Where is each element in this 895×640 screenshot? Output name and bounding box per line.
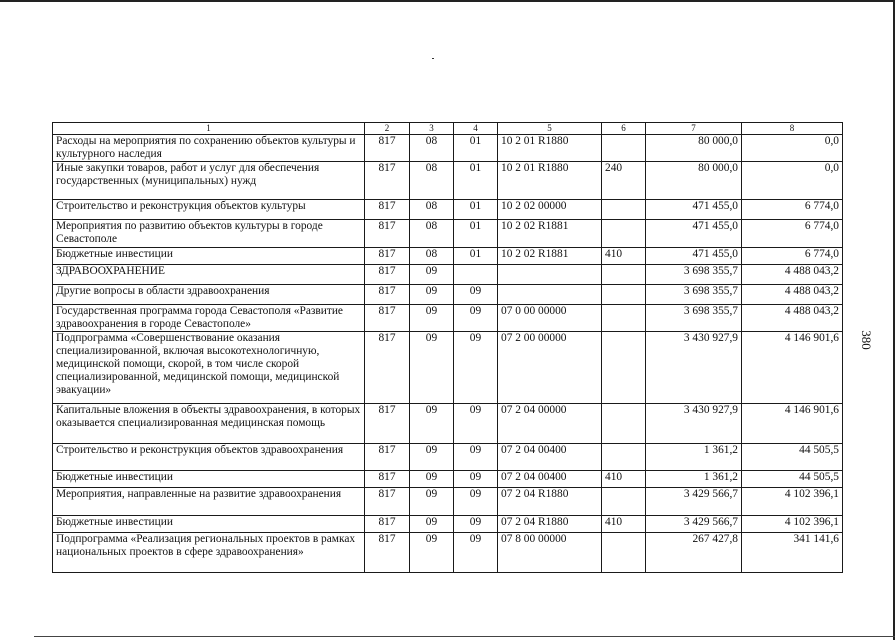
row-admin-code-cell: 817 bbox=[365, 220, 410, 248]
row-target-code-cell: 07 2 04 00400 bbox=[498, 471, 602, 488]
row-expense-type-cell: 410 bbox=[602, 516, 646, 533]
row-amount-2-cell: 6 774,0 bbox=[742, 220, 843, 248]
row-subsection-cell: 01 bbox=[454, 200, 498, 220]
row-subsection-cell: 01 bbox=[454, 162, 498, 200]
row-subsection-cell: 09 bbox=[454, 488, 498, 516]
header-cell: 6 bbox=[602, 123, 646, 135]
row-amount-1-cell: 471 455,0 bbox=[646, 220, 742, 248]
table-row bbox=[53, 516, 843, 533]
row-expense-type-cell bbox=[602, 488, 646, 516]
row-expense-type-cell bbox=[602, 533, 646, 573]
row-expense-type-cell bbox=[602, 285, 646, 305]
row-target-code-cell: 07 2 04 00000 bbox=[498, 404, 602, 444]
row-target-code-cell: 10 2 02 R1881 bbox=[498, 220, 602, 248]
row-admin-code-cell: 817 bbox=[365, 265, 410, 285]
row-subsection-cell: 09 bbox=[454, 444, 498, 471]
row-admin-code-cell: 817 bbox=[365, 404, 410, 444]
table-row bbox=[53, 444, 843, 471]
row-admin-code-cell: 817 bbox=[365, 162, 410, 200]
row-section-cell: 09 bbox=[410, 533, 454, 573]
row-name-cell: Мероприятия по развитию объектов культуры в городе Севастополе bbox=[53, 220, 365, 248]
row-name-cell: Подпрограмма «Совершенствование оказания специализированной, включая высокотехнологичную, медицинской помощи, скорой, в том числе скорой специализированной, медицинской помощи, медицинской эвакуации» bbox=[53, 332, 365, 404]
row-subsection-cell: 09 bbox=[454, 332, 498, 404]
row-expense-type-cell bbox=[602, 135, 646, 162]
row-target-code-cell bbox=[498, 285, 602, 305]
row-section-cell: 09 bbox=[410, 332, 454, 404]
table-row bbox=[53, 332, 843, 404]
row-name-cell: Расходы на мероприятия по сохранению объектов культуры и культурного наследия bbox=[53, 135, 365, 162]
row-target-code-cell: 07 2 00 00000 bbox=[498, 332, 602, 404]
row-admin-code-cell: 817 bbox=[365, 533, 410, 573]
row-target-code-cell: 10 2 02 R1881 bbox=[498, 248, 602, 265]
row-admin-code-cell: 817 bbox=[365, 471, 410, 488]
row-admin-code-cell: 817 bbox=[365, 305, 410, 332]
row-subsection-cell: 01 bbox=[454, 248, 498, 265]
row-expense-type-cell bbox=[602, 265, 646, 285]
row-amount-2-cell: 0,0 bbox=[742, 135, 843, 162]
row-subsection-cell: 09 bbox=[454, 404, 498, 444]
row-admin-code-cell: 817 bbox=[365, 332, 410, 404]
row-amount-1-cell: 1 361,2 bbox=[646, 471, 742, 488]
row-name-cell: Мероприятия, направленные на развитие здравоохранения bbox=[53, 488, 365, 516]
row-amount-1-cell: 80 000,0 bbox=[646, 135, 742, 162]
row-subsection-cell: 01 bbox=[454, 220, 498, 248]
table-row bbox=[53, 135, 843, 162]
row-expense-type-cell bbox=[602, 332, 646, 404]
row-amount-2-cell: 4 146 901,6 bbox=[742, 404, 843, 444]
table-row bbox=[53, 162, 843, 200]
row-section-cell: 08 bbox=[410, 220, 454, 248]
row-amount-2-cell: 6 774,0 bbox=[742, 200, 843, 220]
row-name-cell: Бюджетные инвестиции bbox=[53, 248, 365, 265]
scan-speck bbox=[432, 58, 434, 59]
row-subsection-cell: 09 bbox=[454, 285, 498, 305]
row-section-cell: 08 bbox=[410, 162, 454, 200]
header-cell: 8 bbox=[742, 123, 843, 135]
row-amount-1-cell: 471 455,0 bbox=[646, 248, 742, 265]
row-target-code-cell: 07 8 00 00000 bbox=[498, 533, 602, 573]
row-target-code-cell: 07 2 04 R1880 bbox=[498, 516, 602, 533]
table-row bbox=[53, 220, 843, 248]
header-cell: 3 bbox=[410, 123, 454, 135]
row-amount-1-cell: 3 698 355,7 bbox=[646, 265, 742, 285]
table-row bbox=[53, 488, 843, 516]
row-name-cell: Бюджетные инвестиции bbox=[53, 471, 365, 488]
row-amount-1-cell: 471 455,0 bbox=[646, 200, 742, 220]
row-amount-2-cell: 0,0 bbox=[742, 162, 843, 200]
row-admin-code-cell: 817 bbox=[365, 488, 410, 516]
row-admin-code-cell: 817 bbox=[365, 135, 410, 162]
row-amount-1-cell: 3 430 927,9 bbox=[646, 332, 742, 404]
page-border-top bbox=[0, 0, 895, 2]
row-name-cell: ЗДРАВООХРАНЕНИЕ bbox=[53, 265, 365, 285]
row-amount-2-cell: 44 505,5 bbox=[742, 444, 843, 471]
row-amount-2-cell: 4 488 043,2 bbox=[742, 265, 843, 285]
row-expense-type-cell: 240 bbox=[602, 162, 646, 200]
table-row bbox=[53, 248, 843, 265]
row-amount-2-cell: 6 774,0 bbox=[742, 248, 843, 265]
row-admin-code-cell: 817 bbox=[365, 285, 410, 305]
row-name-cell: Строительство и реконструкция объектов культуры bbox=[53, 200, 365, 220]
header-cell: 1 bbox=[53, 123, 365, 135]
row-subsection-cell bbox=[454, 265, 498, 285]
row-amount-2-cell: 4 146 901,6 bbox=[742, 332, 843, 404]
row-target-code-cell bbox=[498, 265, 602, 285]
page-border-bottom bbox=[34, 636, 895, 637]
row-target-code-cell: 10 2 02 00000 bbox=[498, 200, 602, 220]
row-name-cell: Иные закупки товаров, работ и услуг для обеспечения государственных (муниципальных) нужд bbox=[53, 162, 365, 200]
row-name-cell: Государственная программа города Севастополя «Развитие здравоохранения в городе Севастополе» bbox=[53, 305, 365, 332]
row-admin-code-cell: 817 bbox=[365, 516, 410, 533]
table-row bbox=[53, 471, 843, 488]
row-amount-2-cell: 44 505,5 bbox=[742, 471, 843, 488]
table-row bbox=[53, 533, 843, 573]
row-section-cell: 09 bbox=[410, 285, 454, 305]
row-section-cell: 09 bbox=[410, 516, 454, 533]
row-target-code-cell: 10 2 01 R1880 bbox=[498, 135, 602, 162]
row-section-cell: 09 bbox=[410, 444, 454, 471]
row-subsection-cell: 09 bbox=[454, 471, 498, 488]
row-name-cell: Капитальные вложения в объекты здравоохранения, в которых оказывается специализированная медицинская помощь bbox=[53, 404, 365, 444]
row-expense-type-cell bbox=[602, 305, 646, 332]
row-expense-type-cell bbox=[602, 220, 646, 248]
row-target-code-cell: 07 2 04 R1880 bbox=[498, 488, 602, 516]
row-admin-code-cell: 817 bbox=[365, 444, 410, 471]
table-header-row bbox=[53, 123, 843, 135]
row-name-cell: Строительство и реконструкция объектов здравоохранения bbox=[53, 444, 365, 471]
row-subsection-cell: 01 bbox=[454, 135, 498, 162]
row-section-cell: 09 bbox=[410, 305, 454, 332]
row-expense-type-cell bbox=[602, 444, 646, 471]
row-section-cell: 08 bbox=[410, 248, 454, 265]
table-row bbox=[53, 285, 843, 305]
row-expense-type-cell: 410 bbox=[602, 248, 646, 265]
header-cell: 7 bbox=[646, 123, 742, 135]
row-section-cell: 09 bbox=[410, 471, 454, 488]
row-expense-type-cell: 410 bbox=[602, 471, 646, 488]
row-amount-2-cell: 341 141,6 bbox=[742, 533, 843, 573]
row-name-cell: Подпрограмма «Реализация региональных проектов в рамках национальных проектов в сфере здравоохранения» bbox=[53, 533, 365, 573]
row-expense-type-cell bbox=[602, 404, 646, 444]
row-subsection-cell: 09 bbox=[454, 533, 498, 573]
row-amount-1-cell: 1 361,2 bbox=[646, 444, 742, 471]
row-target-code-cell: 07 0 00 00000 bbox=[498, 305, 602, 332]
budget-table bbox=[52, 122, 843, 573]
row-subsection-cell: 09 bbox=[454, 516, 498, 533]
row-subsection-cell: 09 bbox=[454, 305, 498, 332]
row-amount-2-cell: 4 102 396,1 bbox=[742, 516, 843, 533]
row-admin-code-cell: 817 bbox=[365, 200, 410, 220]
row-amount-1-cell: 3 429 566,7 bbox=[646, 516, 742, 533]
header-cell: 2 bbox=[365, 123, 410, 135]
row-name-cell: Другие вопросы в области здравоохранения bbox=[53, 285, 365, 305]
row-amount-1-cell: 3 698 355,7 bbox=[646, 285, 742, 305]
row-amount-2-cell: 4 102 396,1 bbox=[742, 488, 843, 516]
row-amount-1-cell: 3 698 355,7 bbox=[646, 305, 742, 332]
row-amount-2-cell: 4 488 043,2 bbox=[742, 305, 843, 332]
row-expense-type-cell bbox=[602, 200, 646, 220]
row-target-code-cell: 07 2 04 00400 bbox=[498, 444, 602, 471]
row-amount-1-cell: 267 427,8 bbox=[646, 533, 742, 573]
row-section-cell: 08 bbox=[410, 135, 454, 162]
row-section-cell: 09 bbox=[410, 404, 454, 444]
table-row bbox=[53, 305, 843, 332]
row-section-cell: 09 bbox=[410, 488, 454, 516]
row-amount-1-cell: 80 000,0 bbox=[646, 162, 742, 200]
header-cell: 5 bbox=[498, 123, 602, 135]
row-section-cell: 08 bbox=[410, 200, 454, 220]
row-amount-1-cell: 3 429 566,7 bbox=[646, 488, 742, 516]
page-number: 380 bbox=[859, 330, 874, 350]
row-admin-code-cell: 817 bbox=[365, 248, 410, 265]
table-row bbox=[53, 404, 843, 444]
table-row bbox=[53, 200, 843, 220]
header-cell: 4 bbox=[454, 123, 498, 135]
row-target-code-cell: 10 2 01 R1880 bbox=[498, 162, 602, 200]
row-amount-2-cell: 4 488 043,2 bbox=[742, 285, 843, 305]
table-row bbox=[53, 265, 843, 285]
row-section-cell: 09 bbox=[410, 265, 454, 285]
row-name-cell: Бюджетные инвестиции bbox=[53, 516, 365, 533]
row-amount-1-cell: 3 430 927,9 bbox=[646, 404, 742, 444]
